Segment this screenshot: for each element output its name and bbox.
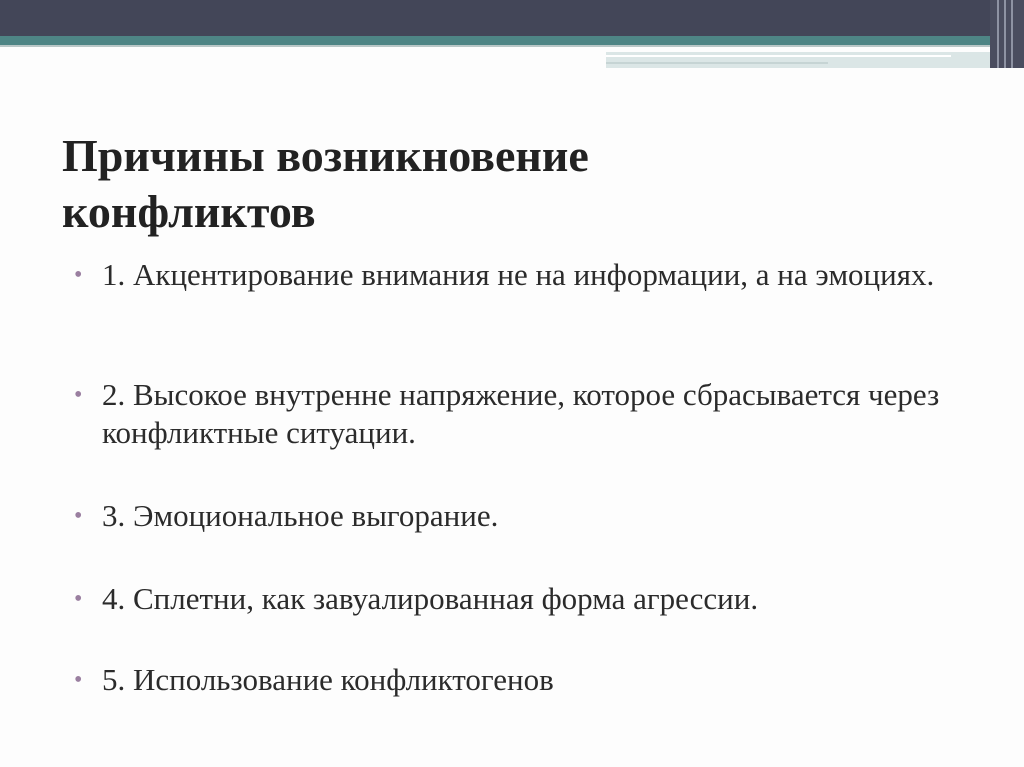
slide-title-line: Причины возникновение — [62, 130, 589, 181]
bullet-item: • 2. Высокое внутренне напряжение, которое сбрасывается через конфликтные ситуации. — [76, 376, 982, 452]
bullet-item: • 3. Эмоциональное выгорание. — [76, 497, 982, 535]
decorative-accent-line — [606, 55, 951, 57]
header-divider — [0, 45, 1024, 47]
header-accent-stripe — [0, 36, 1024, 45]
decorative-corner — [990, 0, 1024, 68]
decorative-accent-line — [606, 62, 828, 64]
bullet-item: • 1. Акцентирование внимания не на информации, а на эмоциях. — [76, 256, 982, 294]
decorative-rule — [1004, 0, 1006, 68]
header-bar — [0, 0, 1024, 36]
slide-title — [62, 128, 922, 240]
decorative-rule — [997, 0, 999, 68]
bullet-item: • 5. Использование конфликтогенов — [76, 661, 982, 699]
slide-title-line: конфликтов — [62, 186, 316, 237]
bullet-item: • 4. Сплетни, как завуалированная форма агрессии. — [76, 580, 982, 618]
decorative-rule — [1011, 0, 1013, 68]
